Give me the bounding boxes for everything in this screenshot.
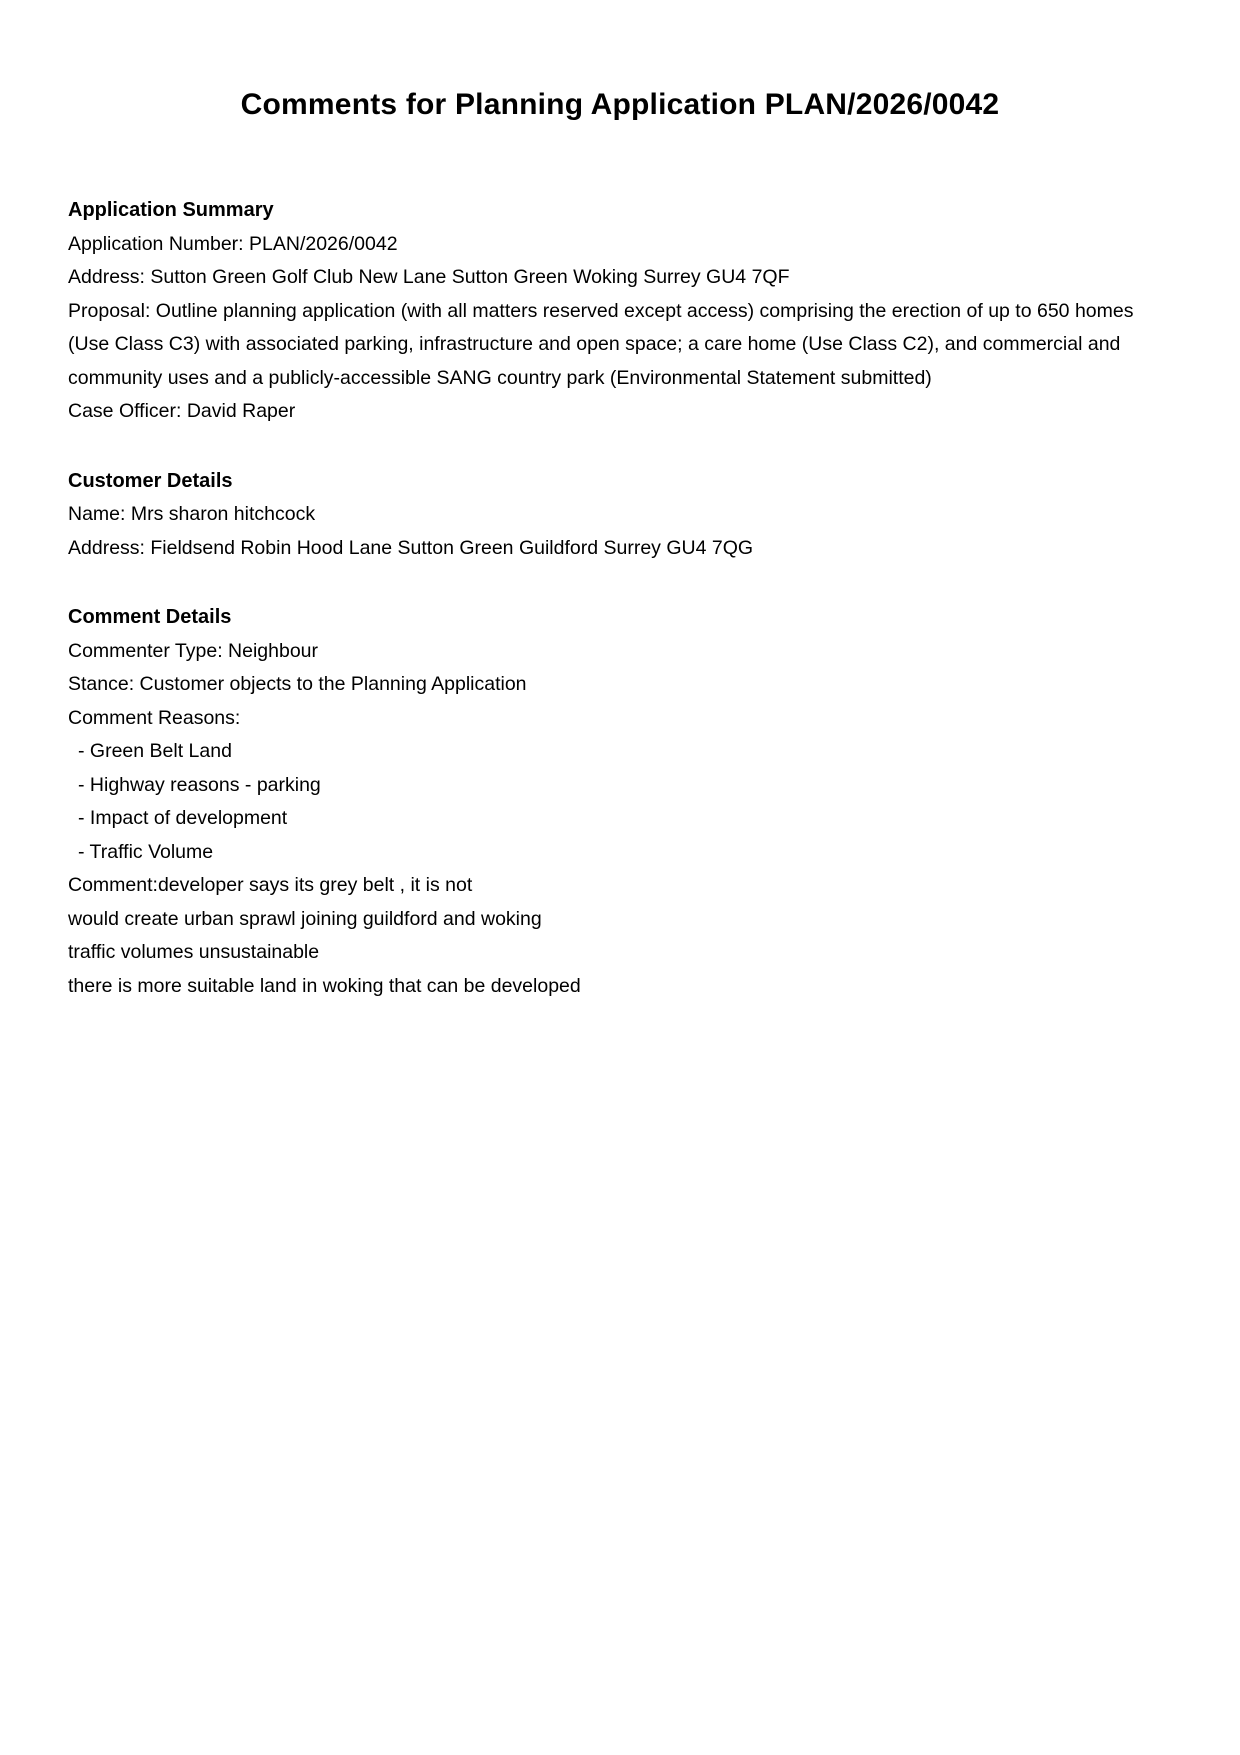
- application-summary-section: [68, 194, 1172, 429]
- stance-line: Stance: Customer objects to the Planning Application: [68, 673, 527, 695]
- case-officer-line: Case Officer: David Raper: [68, 400, 296, 422]
- page-title: Comments for Planning Application PLAN/2026/0042: [240, 88, 1000, 121]
- customer-details-heading: Customer Details: [68, 469, 233, 492]
- commenter-type-line: Commenter Type: Neighbour: [68, 639, 319, 662]
- comment-reason-item: - Traffic Volume: [78, 840, 214, 863]
- comment-reason-item: - Green Belt Land: [78, 740, 232, 762]
- comment-reasons-label: Comment Reasons:: [68, 706, 241, 729]
- comment-text-line: Comment:developer says its grey belt , it is not: [68, 874, 473, 896]
- application-summary-heading: Application Summary: [68, 199, 274, 221]
- proposal-line: Proposal: Outline planning application (with all matters reserved except access) comprising the erection of up to 650 homes (Use Class C3) with associated parking, infrastructure and open space; a care home (Use Class C2), and commercial and community uses and a publicly-accessible SANG country park (Environmental Statement submitted): [68, 299, 1134, 389]
- application-number-line: Application Number: PLAN/2026/0042: [68, 232, 398, 255]
- comment-text-line: would create urban sprawl joining guildford and woking: [68, 907, 542, 930]
- customer-name-line: Name: Mrs sharon hitchcock: [68, 503, 316, 525]
- comment-details-heading: Comment Details: [68, 606, 232, 628]
- comment-reason-item: - Highway reasons - parking: [78, 773, 321, 796]
- application-address-line: Address: Sutton Green Golf Club New Lane Sutton Green Woking Surrey GU4 7QF: [68, 266, 790, 288]
- comment-text-line: traffic volumes unsustainable: [68, 941, 320, 963]
- customer-details-section: [68, 465, 1172, 566]
- comment-text-line: there is more suitable land in woking that can be developed: [68, 974, 581, 997]
- comment-details-section: [68, 601, 1172, 1003]
- comment-reason-item: - Impact of development: [78, 807, 288, 829]
- customer-address-line: Address: Fieldsend Robin Hood Lane Sutton Green Guildford Surrey GU4 7QG: [68, 536, 754, 559]
